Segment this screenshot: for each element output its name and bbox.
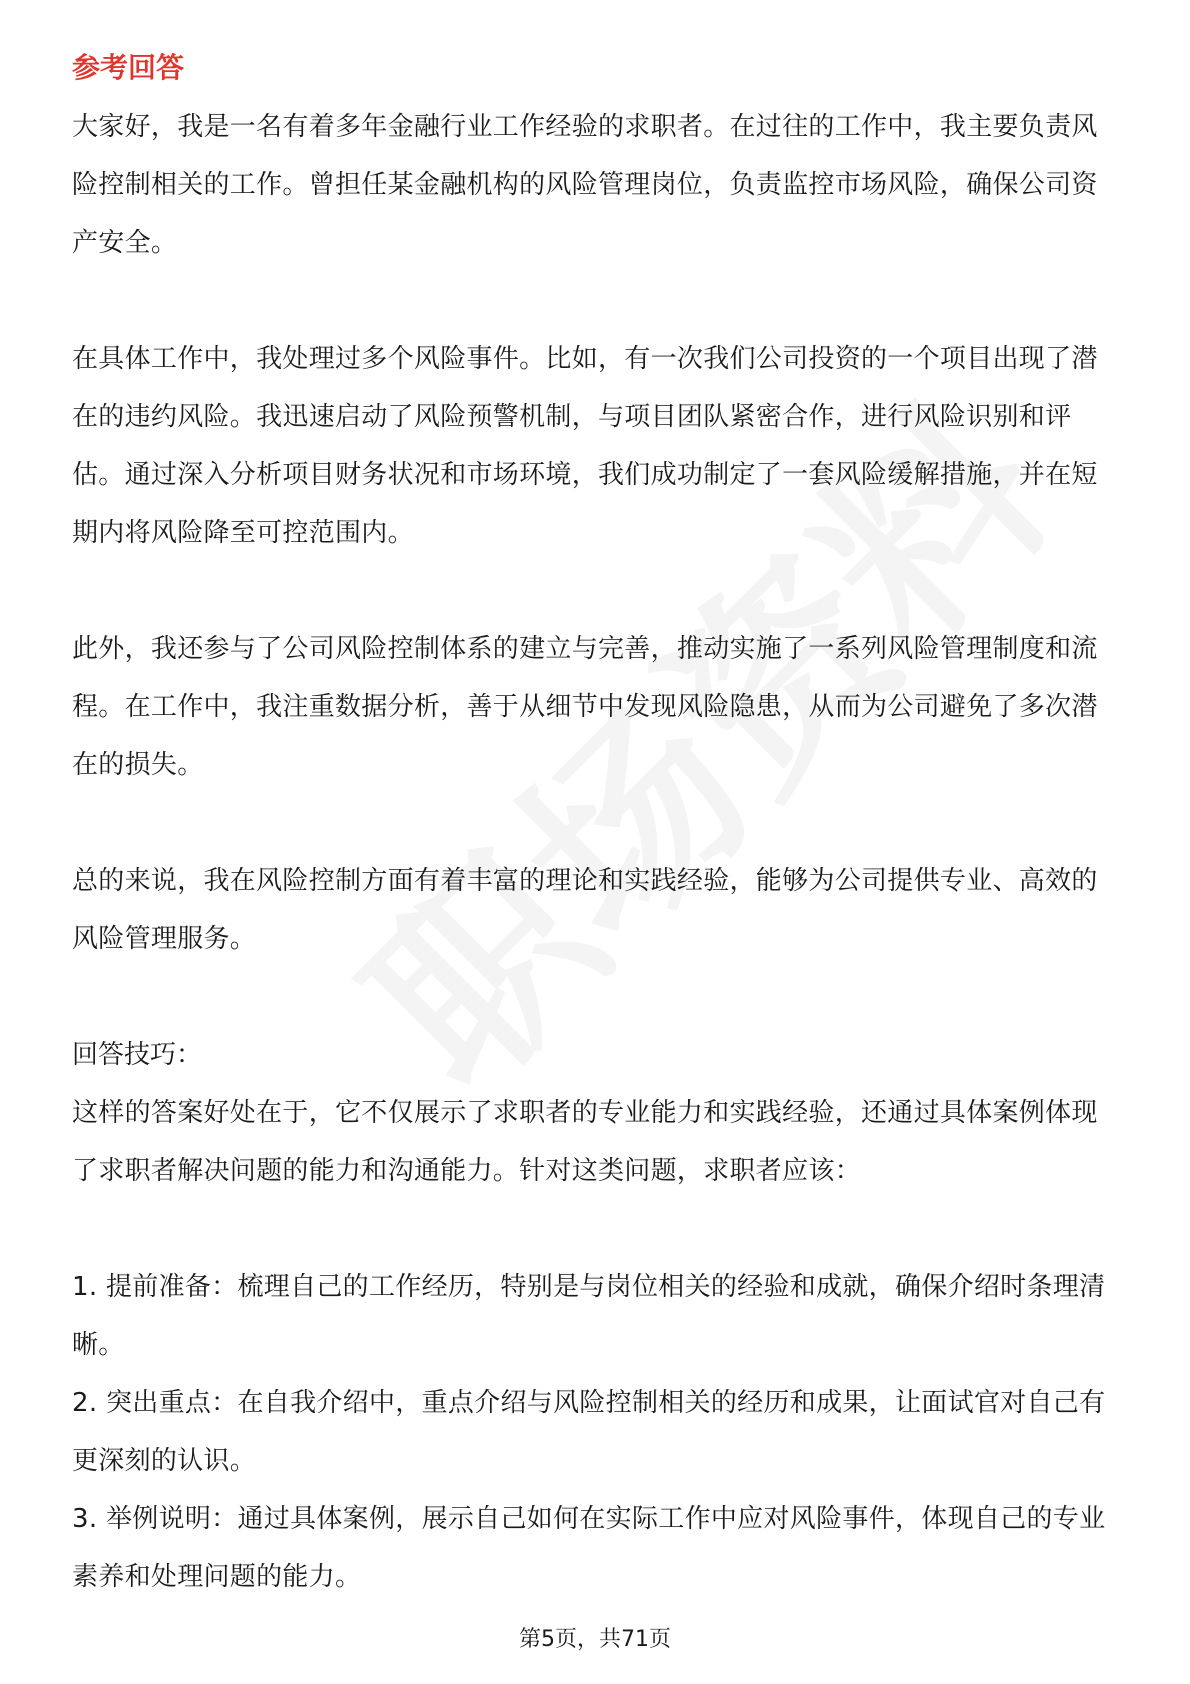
paragraph-gap — [72, 272, 1122, 330]
answer-paragraph: 此外，我还参与了公司风险控制体系的建立与完善，推动实施了一系列风险管理制度和流程。在工作中，我注重数据分析，善于从细节中发现风险隐患，从而为公司避免了多次潜在的损失。 — [72, 634, 1098, 780]
paragraph-gap — [72, 794, 1122, 852]
answer-heading: 参考回答 — [72, 51, 185, 84]
paragraph-gap — [72, 1200, 1122, 1258]
paragraph-gap — [72, 562, 1122, 620]
answer-paragraph: 在具体工作中，我处理过多个风险事件。比如，有一次我们公司投资的一个项目出现了潜在的违约风险。我迅速启动了风险预警机制，与项目团队紧密合作，进行风险识别和评估。通过深入分析项目财务状况和市场环境，我们成功制定了一套风险缓解措施，并在短期内将风险降至可控范围内。 — [72, 344, 1098, 548]
paragraph-gap — [72, 968, 1122, 1026]
tips-list-item: 3. 举例说明：通过具体案例，展示自己如何在实际工作中应对风险事件，体现自己的专业素养和处理问题的能力。 — [72, 1504, 1106, 1592]
answer-paragraph: 总的来说，我在风险控制方面有着丰富的理论和实践经验，能够为公司提供专业、高效的风险管理服务。 — [72, 866, 1098, 954]
tips-intro: 这样的答案好处在于，它不仅展示了求职者的专业能力和实践经验，还通过具体案例体现了求职者解决问题的能力和沟通能力。针对这类问题，求职者应该： — [72, 1098, 1098, 1186]
tips-title: 回答技巧： — [72, 1040, 203, 1070]
page-content — [72, 46, 1122, 1606]
tips-list-item: 1. 提前准备：梳理自己的工作经历，特别是与岗位相关的经验和成就，确保介绍时条理清晰。 — [72, 1272, 1106, 1360]
answer-paragraph: 大家好，我是一名有着多年金融行业工作经验的求职者。在过往的工作中，我主要负责风险控制相关的工作。曾担任某金融机构的风险管理岗位，负责监控市场风险，确保公司资产安全。 — [72, 112, 1098, 258]
page-number: 第5页，共71页 — [519, 1627, 671, 1652]
tips-list-item: 2. 突出重点：在自我介绍中，重点介绍与风险控制相关的经历和成果，让面试官对自己有更深刻的认识。 — [72, 1388, 1106, 1476]
